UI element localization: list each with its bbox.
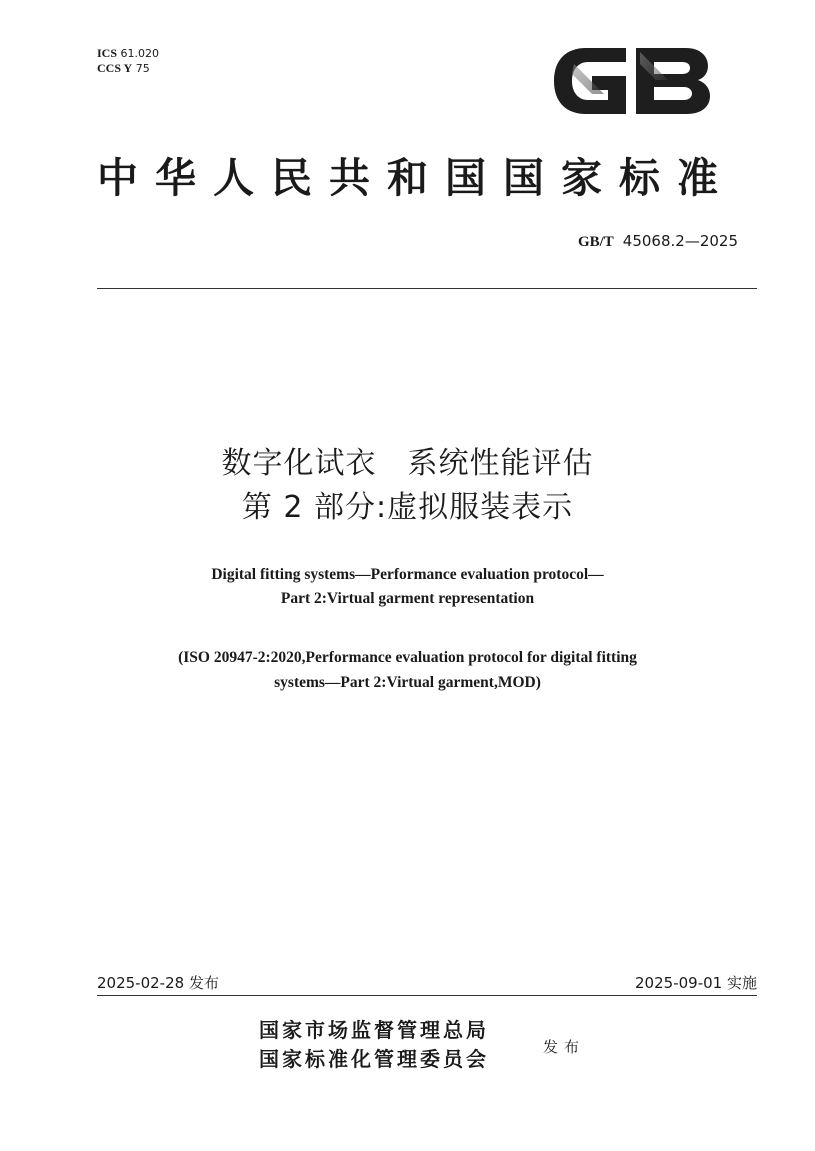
footer-divider	[97, 995, 757, 996]
issue-date	[97, 972, 219, 993]
issue-date-label: 发布	[188, 974, 219, 992]
national-standard-title: 中华人民共和国国家标准	[97, 154, 735, 202]
cn-title-line2: 第 2 部分:虚拟服装表示	[241, 490, 574, 525]
issuing-authorities	[259, 1016, 489, 1074]
header-divider	[97, 288, 757, 289]
ccs-code	[97, 61, 159, 76]
ics-label: ICS	[97, 46, 118, 60]
effective-date-label: 实施	[726, 974, 757, 992]
issue-date-value: 2025-02-28	[97, 974, 185, 992]
ics-code	[97, 46, 159, 61]
iso-reference-line1: (ISO 20947-2:2020,Performance evaluation protocol for digital fitting	[178, 649, 637, 666]
classification-codes	[97, 46, 159, 76]
ccs-label: CCS Y	[97, 61, 133, 75]
en-title-line2: Part 2:Virtual garment representation	[280, 590, 535, 607]
issue-word: 发布	[543, 1038, 586, 1056]
en-title-line1: Digital fitting systems—Performance evaluation protocol—	[211, 566, 604, 583]
standard-prefix: GB/T	[577, 234, 614, 250]
iso-reference-line2: systems—Part 2:Virtual garment,MOD)	[274, 674, 541, 691]
gb-logo-icon	[548, 42, 716, 120]
effective-date-value: 2025-09-01	[635, 974, 723, 992]
ics-value: 61.020	[120, 47, 160, 60]
standard-number	[578, 232, 738, 251]
standard-code: 45068.2—2025	[622, 232, 738, 250]
issuer-samr: 国家市场监督管理总局	[259, 1018, 489, 1042]
cn-title-line1: 数字化试衣 系统性能评估	[221, 446, 594, 481]
issuer-sac: 国家标准化管理委员会	[259, 1047, 489, 1071]
effective-date	[635, 972, 757, 993]
ccs-value: 75	[135, 62, 150, 75]
